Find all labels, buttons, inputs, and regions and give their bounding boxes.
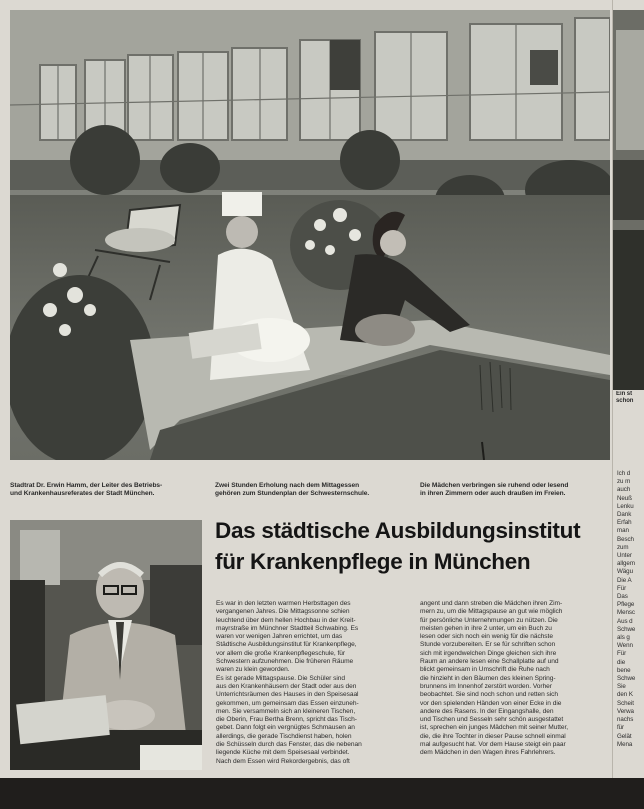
article-column-2: angent und dann streben die Mädchen ihren Zim- mern zu, um die Mittagspause an gut wie möglich für persönliche Unternehmungen zu nützen. Die meisten gehen in ihre 2 unter, um ein Buch zu lesen oder sich noch ein wenig für die nächste Stunde vorzubereiten. Er se für schriften schon sich mit irgendwelchen Dinge gleichen sich ihre Raum an andere lesen eine Schallplatte auf und blickt gemeinsam in Umschrift die Ruhe nach die hinzieht in den Bäumen des kleinen Spring- brunnens im Innenhof zerstört worden. Vorher beobachtet. Sie sind noch schon und retten sich vor den spielenden Händen von einer Ecke in die andere des Rasens. In der Eingangshalle, den und Tischen und Sesseln sehr schön ausgestattet ist, sprechen ein junges Mädchen mit seiner Mutter, die, die ihre Tochter in dieser Pause schnell einmal mal aufgesucht hat. Vor dem Hause steigt ein paar dem Mädchen in den Wagen ihres Fahrlehrers. — [420, 600, 569, 757]
page-bottom-band — [0, 778, 644, 809]
caption-girls-reading: Die Mädchen verbringen sie ruhend oder lesend in ihren Zimmern oder auch draußen im Freien. — [420, 482, 569, 497]
garden-photo-illustration — [10, 10, 610, 460]
portrait-illustration — [10, 520, 202, 770]
article-column-1: Es war in den letzten warmen Herbsttagen des vergangenen Jahres. Die Mittagssonne schien leuchtend über dem hellen Hochbau in der Kreit- mayrstraße im Münchner Stadtteil Schwabing. Es waren vor wenigen Jahren errichtet, um das Städtische Ausbildungsinstitut für Krankenpflege, vor allem die große Krankenpflegeschule, für Schwestern aufzunehmen. Die früheren Räume waren zu klein geworden. Es ist gerade Mittagspause. Die Schüler sind aus den Krankenhäusern der Stadt oder aus den Unterrichtsräumen des Hauses in den Speisesaal gekommen, um gemeinsam das Essen einzuneh- men. Sie versammeln sich an kleineren Tischen, die Oberin, Frau Bertha Brenn, spricht das Tisch- gebet. Dann folgt ein vergnügtes Schmausen an allerdings, die gerade Tischdienst haben, holen die Schüsseln durch das Fenster, das die nebenan liegende Küche mit dem Speisesaal verbindet. Nach dem Essen wird Rekordergebnis, das oft — [216, 600, 362, 765]
portrait-photo — [10, 520, 202, 770]
adjacent-caption: Ein st schon — [616, 391, 634, 404]
caption-rest-period: Zwei Stunden Erholung nach dem Mittagessen gehören zum Stundenplan der Schwesternschule. — [215, 482, 370, 497]
article-headline — [215, 515, 615, 577]
adjacent-page-photo — [612, 10, 644, 390]
headline-line-1: Das städtische Ausbildungsinstitut — [215, 518, 581, 543]
adjacent-column-text: Ich d zu m auch Neuß Lenku Dank Erfah man Besch zum Unter allgem Wägu Die A Für Das Pflege Mensc Aus d Schwe als g Wenn Für die bene Schwe Sie den K Scheit Verwa nachs für Gelät Mena — [617, 470, 636, 748]
headline-line-2: für Krankenpflege in München — [215, 549, 531, 574]
caption-official: Stadtrat Dr. Erwin Hamm, der Leiter des Betriebs- und Krankenhausreferates der Stadt München. — [10, 482, 163, 497]
page-gutter — [612, 0, 613, 778]
garden-photo — [10, 10, 610, 460]
adjacent-photo-illustration — [612, 10, 644, 390]
